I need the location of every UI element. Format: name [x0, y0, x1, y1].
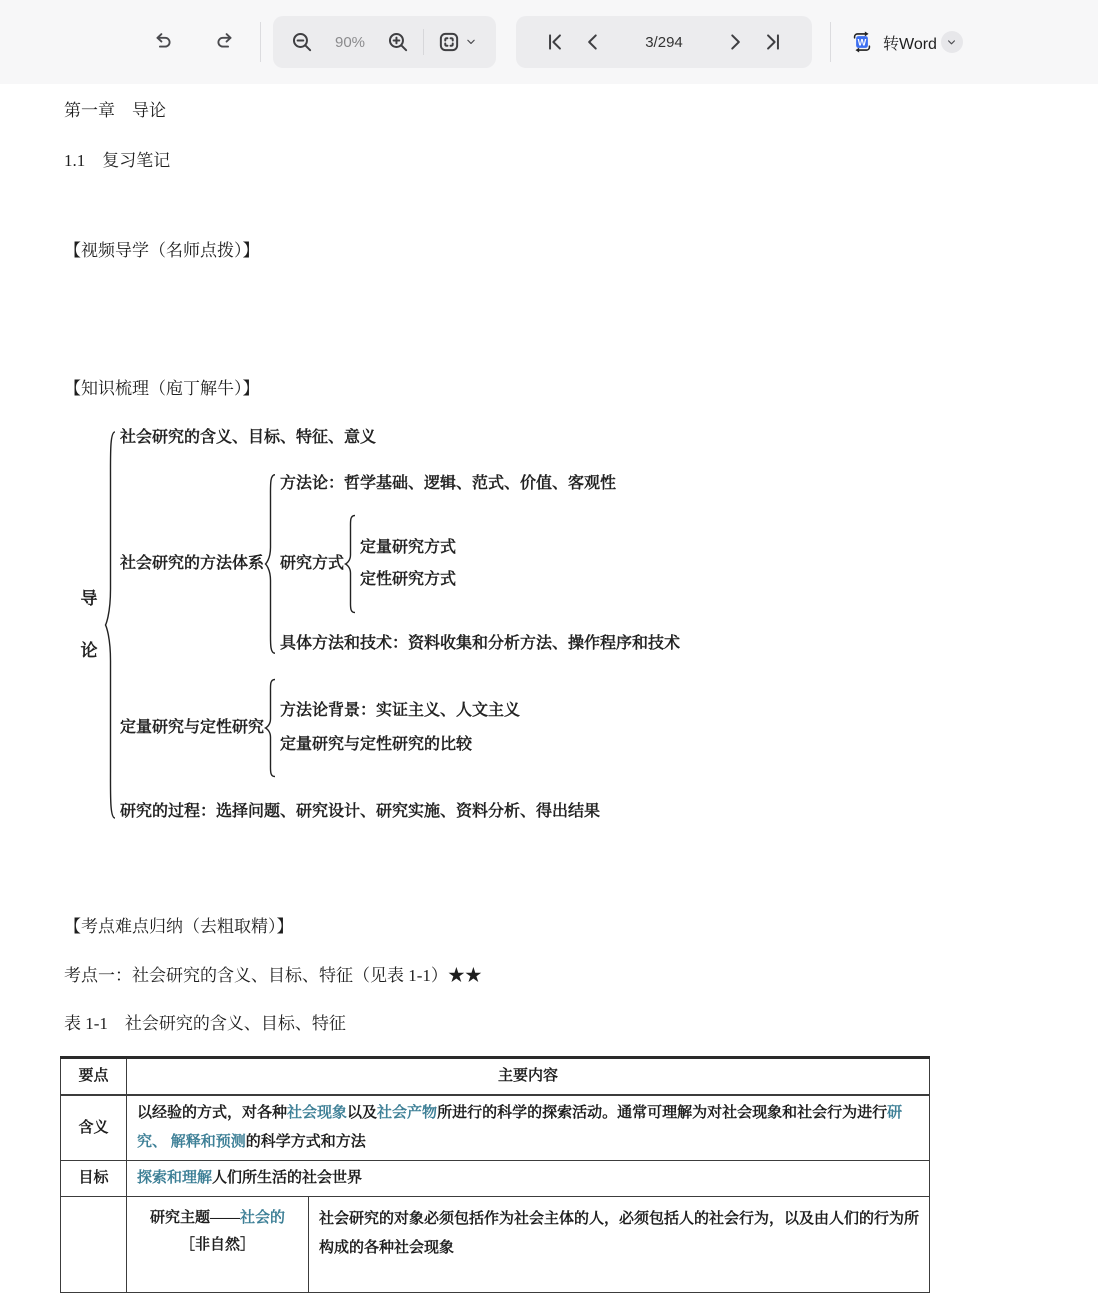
- first-page-button[interactable]: [542, 29, 568, 55]
- chevron-down-icon: [464, 35, 478, 49]
- zoom-in-button[interactable]: [385, 29, 411, 55]
- knowledge-tree-diagram: [78, 426, 1098, 824]
- row-label: 目标: [61, 1161, 127, 1197]
- feature-content-cell: 社会研究的对象必须包括作为社会主体的人，必须包括人的社会行为，以及由人们的行为所构成的各种社会现象: [309, 1197, 930, 1293]
- header-cell-keypoint: 要点: [61, 1058, 127, 1096]
- prev-page-icon: [582, 31, 604, 53]
- tree-leaf-methodology: 方法论：哲学基础、逻辑、范式、价值、客观性: [280, 475, 617, 492]
- text-segment: 人们所生活的社会世界: [212, 1170, 363, 1186]
- tree-leaf-method-background: 方法论背景：实证主义、人文主义: [280, 702, 521, 719]
- highlight-segment: 社会现象: [287, 1105, 348, 1121]
- first-page-icon: [544, 31, 566, 53]
- table-caption: 表 1-1 社会研究的含义、目标、特征: [64, 1014, 346, 1033]
- tree-branch-method-system: [117, 472, 680, 656]
- table-row-goal: [61, 1161, 930, 1197]
- convert-word-button[interactable]: [849, 29, 875, 55]
- branch2-children: [277, 472, 680, 656]
- prev-page-button[interactable]: [580, 29, 606, 55]
- redo-icon: [214, 31, 236, 53]
- zoom-controls: [273, 16, 496, 68]
- table-row-meaning: [61, 1095, 930, 1161]
- tree-root-char: 论: [80, 641, 98, 660]
- zoom-group-divider: [423, 29, 424, 55]
- tree-root-label: [78, 573, 100, 677]
- tree-leaf-comparison: 定量研究与定性研究的比较: [280, 736, 473, 753]
- brace-root: [104, 426, 117, 824]
- row-label: 含义: [61, 1095, 127, 1161]
- branch3-children: [277, 699, 520, 757]
- next-page-button[interactable]: [722, 29, 748, 55]
- last-page-button[interactable]: [760, 29, 786, 55]
- zoom-out-icon: [291, 31, 313, 53]
- tree-leaf-techniques: 具体方法和技术：资料收集和分析方法、操作程序和技术: [280, 635, 681, 652]
- zoom-in-icon: [387, 31, 409, 53]
- svg-text:W: W: [857, 37, 867, 48]
- toolbar-divider: [260, 22, 261, 62]
- text-segment: 的科学方式和方法: [245, 1134, 366, 1150]
- chapter-title: 第一章 导论: [64, 101, 166, 120]
- video-guide-heading: 【视频导学（名师点拨）】: [64, 241, 260, 260]
- convert-word-label[interactable]: 转Word: [883, 35, 937, 53]
- redo-button[interactable]: [212, 29, 238, 55]
- header-cell-main-content: 主要内容: [127, 1058, 930, 1096]
- zoom-out-button[interactable]: [289, 29, 315, 55]
- table-header-row: [61, 1058, 930, 1096]
- row-content: [127, 1161, 930, 1197]
- undo-icon: [152, 31, 174, 53]
- text-segment: 以及: [347, 1105, 378, 1121]
- feature-subject-line2: ［非自然］: [179, 1237, 255, 1253]
- convert-word-options-button[interactable]: [941, 31, 963, 53]
- toolbar: [0, 0, 1098, 84]
- text-segment: 以经验的方式，对各种: [137, 1105, 288, 1121]
- tree-leaf-meaning: 社会研究的含义、目标、特征、意义: [120, 429, 377, 446]
- tree-root-char: 导: [80, 589, 98, 608]
- feature-subject-cell: [127, 1197, 309, 1293]
- convert-word-group: [849, 29, 963, 55]
- table-1-1: [60, 1056, 930, 1293]
- tree-level1: [117, 426, 680, 824]
- highlight-segment: 研究、: [137, 1105, 903, 1150]
- feature-subject-line1: [137, 1205, 298, 1232]
- zoom-level[interactable]: 90%: [334, 33, 366, 51]
- highlight-segment: 社会产物: [377, 1105, 438, 1121]
- branch-label: 定量研究与定性研究: [120, 719, 265, 736]
- highlight-segment: 解释和预测: [170, 1134, 246, 1150]
- row-content: [127, 1095, 930, 1161]
- research-mode-children: [357, 536, 456, 592]
- fit-page-icon: [438, 31, 460, 53]
- tree-branch-research-mode: [277, 514, 680, 614]
- section-title: 1.1 复习笔记: [64, 151, 171, 170]
- exam-point-line: 考点一：社会研究的含义、目标、特征（见表 1-1）★★: [64, 966, 482, 985]
- tree-leaf-quantitative: 定量研究方式: [360, 539, 457, 556]
- convert-word-icon: [850, 30, 874, 54]
- highlight-segment: 探索和理解: [137, 1170, 213, 1186]
- page-indicator[interactable]: 3/294: [645, 33, 683, 51]
- fit-options-button[interactable]: [462, 29, 480, 55]
- tree-branch-quant-qual: [117, 678, 680, 778]
- toolbar-divider: [830, 22, 831, 62]
- next-page-icon: [724, 31, 746, 53]
- table-row-feature: [61, 1197, 930, 1293]
- undo-button[interactable]: [150, 29, 176, 55]
- brace-branch3: [264, 678, 277, 778]
- highlight-segment: 社会的: [240, 1210, 286, 1226]
- text-segment: 所进行的科学的探索活动。通常可理解为对社会现象和社会行为进行: [437, 1105, 888, 1121]
- row-label-empty: [61, 1197, 127, 1293]
- keypoints-heading: 【考点难点归纳（去粗取精）】: [64, 917, 294, 936]
- last-page-icon: [762, 31, 784, 53]
- branch-label: 研究方式: [280, 555, 345, 572]
- text-segment: 研究主题——: [149, 1210, 240, 1226]
- tree-leaf-process: 研究的过程：选择问题、研究设计、研究实施、资料分析、得出结果: [120, 803, 601, 820]
- document-page: [0, 100, 1098, 1293]
- tree-leaf-qualitative: 定性研究方式: [360, 571, 457, 588]
- chevron-down-icon: [945, 36, 958, 49]
- page-navigation: [516, 16, 812, 68]
- brace-sub: [344, 514, 357, 614]
- knowledge-map-heading: 【知识梳理（庖丁解牛）】: [64, 379, 260, 398]
- brace-branch2: [264, 472, 277, 656]
- branch-label: 社会研究的方法体系: [120, 555, 265, 572]
- fit-page-button[interactable]: [436, 29, 462, 55]
